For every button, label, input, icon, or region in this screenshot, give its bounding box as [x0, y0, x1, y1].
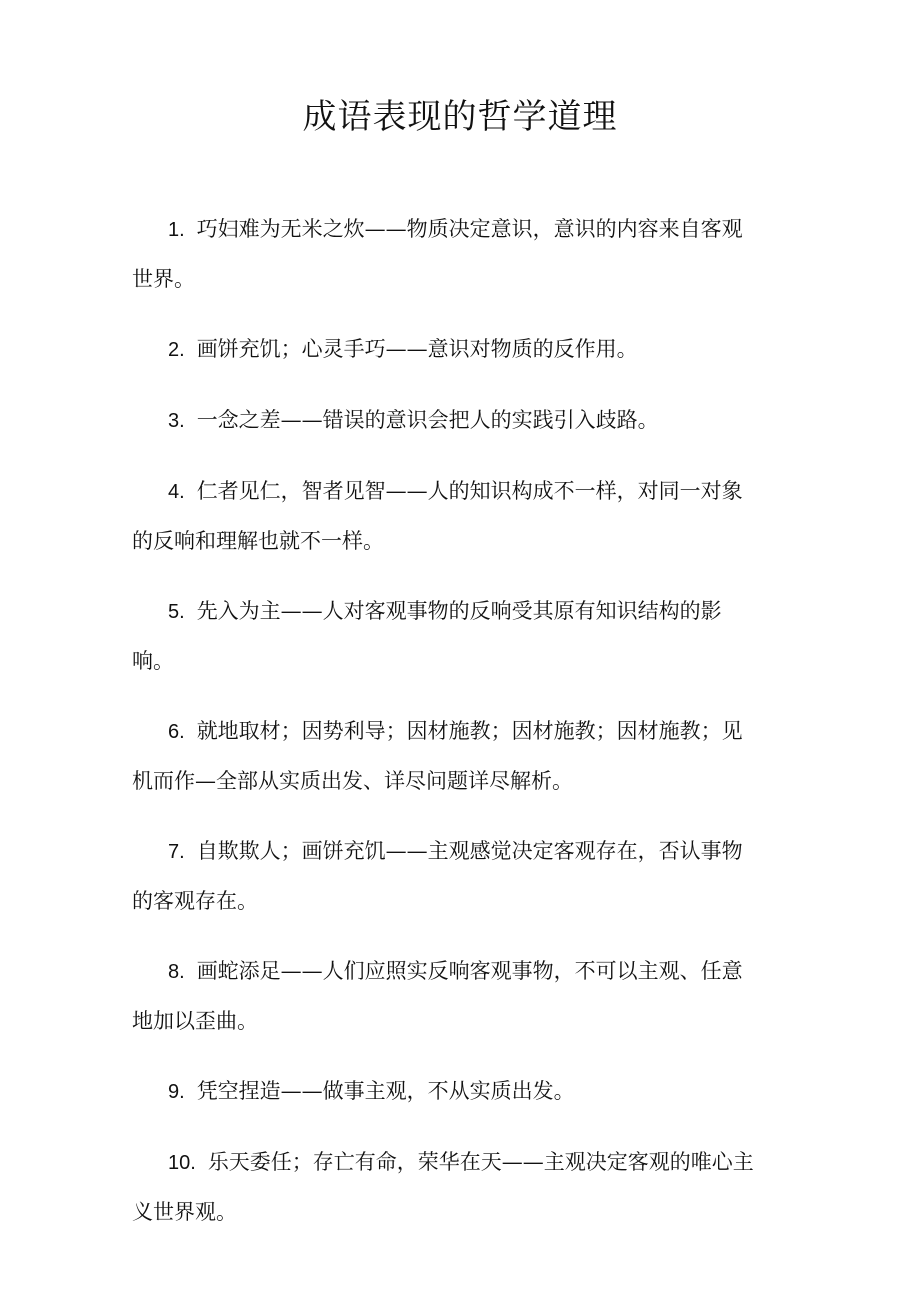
- list-item: [132, 827, 757, 926]
- item-text: 画蛇添足——人们应照实反响客观事物，不可以主观、任意地加以歪曲。: [132, 959, 743, 1033]
- item-text: 仁者见仁，智者见智——人的知识构成不一样，对同一对象的反响和理解也就不一样。: [132, 479, 743, 553]
- item-text: 一念之差——错误的意识会把人的实践引入歧路。: [196, 408, 659, 432]
- item-text: 先入为主——人对客观事物的反响受其原有知识结构的影响。: [132, 599, 722, 673]
- item-text: 画饼充饥；心灵手巧——意识对物质的反作用。: [196, 337, 638, 361]
- item-number: 5.: [168, 601, 185, 623]
- list-item: [132, 467, 757, 566]
- list-item: [132, 396, 757, 446]
- item-text: 凭空捏造——做事主观，不从实质出发。: [196, 1079, 575, 1103]
- item-number: 1.: [168, 219, 185, 241]
- list-item: [132, 205, 757, 304]
- list-item: [132, 325, 757, 375]
- item-number: 6.: [168, 721, 185, 743]
- item-text: 就地取材；因势利导；因材施教；因材施教；因材施教；见机而作—全部从实质出发、详尽问题详尽解析。: [132, 719, 743, 793]
- list-item: [132, 707, 757, 806]
- list-item: [132, 947, 757, 1046]
- list-item: [132, 1138, 757, 1237]
- item-text: 巧妇难为无米之炊——物质决定意识，意识的内容来自客观世界。: [132, 217, 743, 291]
- item-list: [132, 205, 757, 1258]
- item-text: 乐天委任；存亡有命，荣华在天——主观决定客观的唯心主义世界观。: [132, 1150, 754, 1224]
- document-title: 成语表现的哲学道理: [302, 97, 618, 137]
- item-number: 8.: [168, 961, 185, 983]
- list-item: [132, 587, 757, 686]
- item-number: 7.: [168, 841, 185, 863]
- item-number: 4.: [168, 481, 185, 503]
- list-item: [132, 1067, 757, 1117]
- item-number: 2.: [168, 339, 185, 361]
- item-number: 9.: [168, 1081, 185, 1103]
- item-number: 10.: [168, 1152, 196, 1174]
- item-number: 3.: [168, 410, 185, 432]
- item-text: 自欺欺人；画饼充饥——主观感觉决定客观存在，否认事物的客观存在。: [132, 839, 743, 913]
